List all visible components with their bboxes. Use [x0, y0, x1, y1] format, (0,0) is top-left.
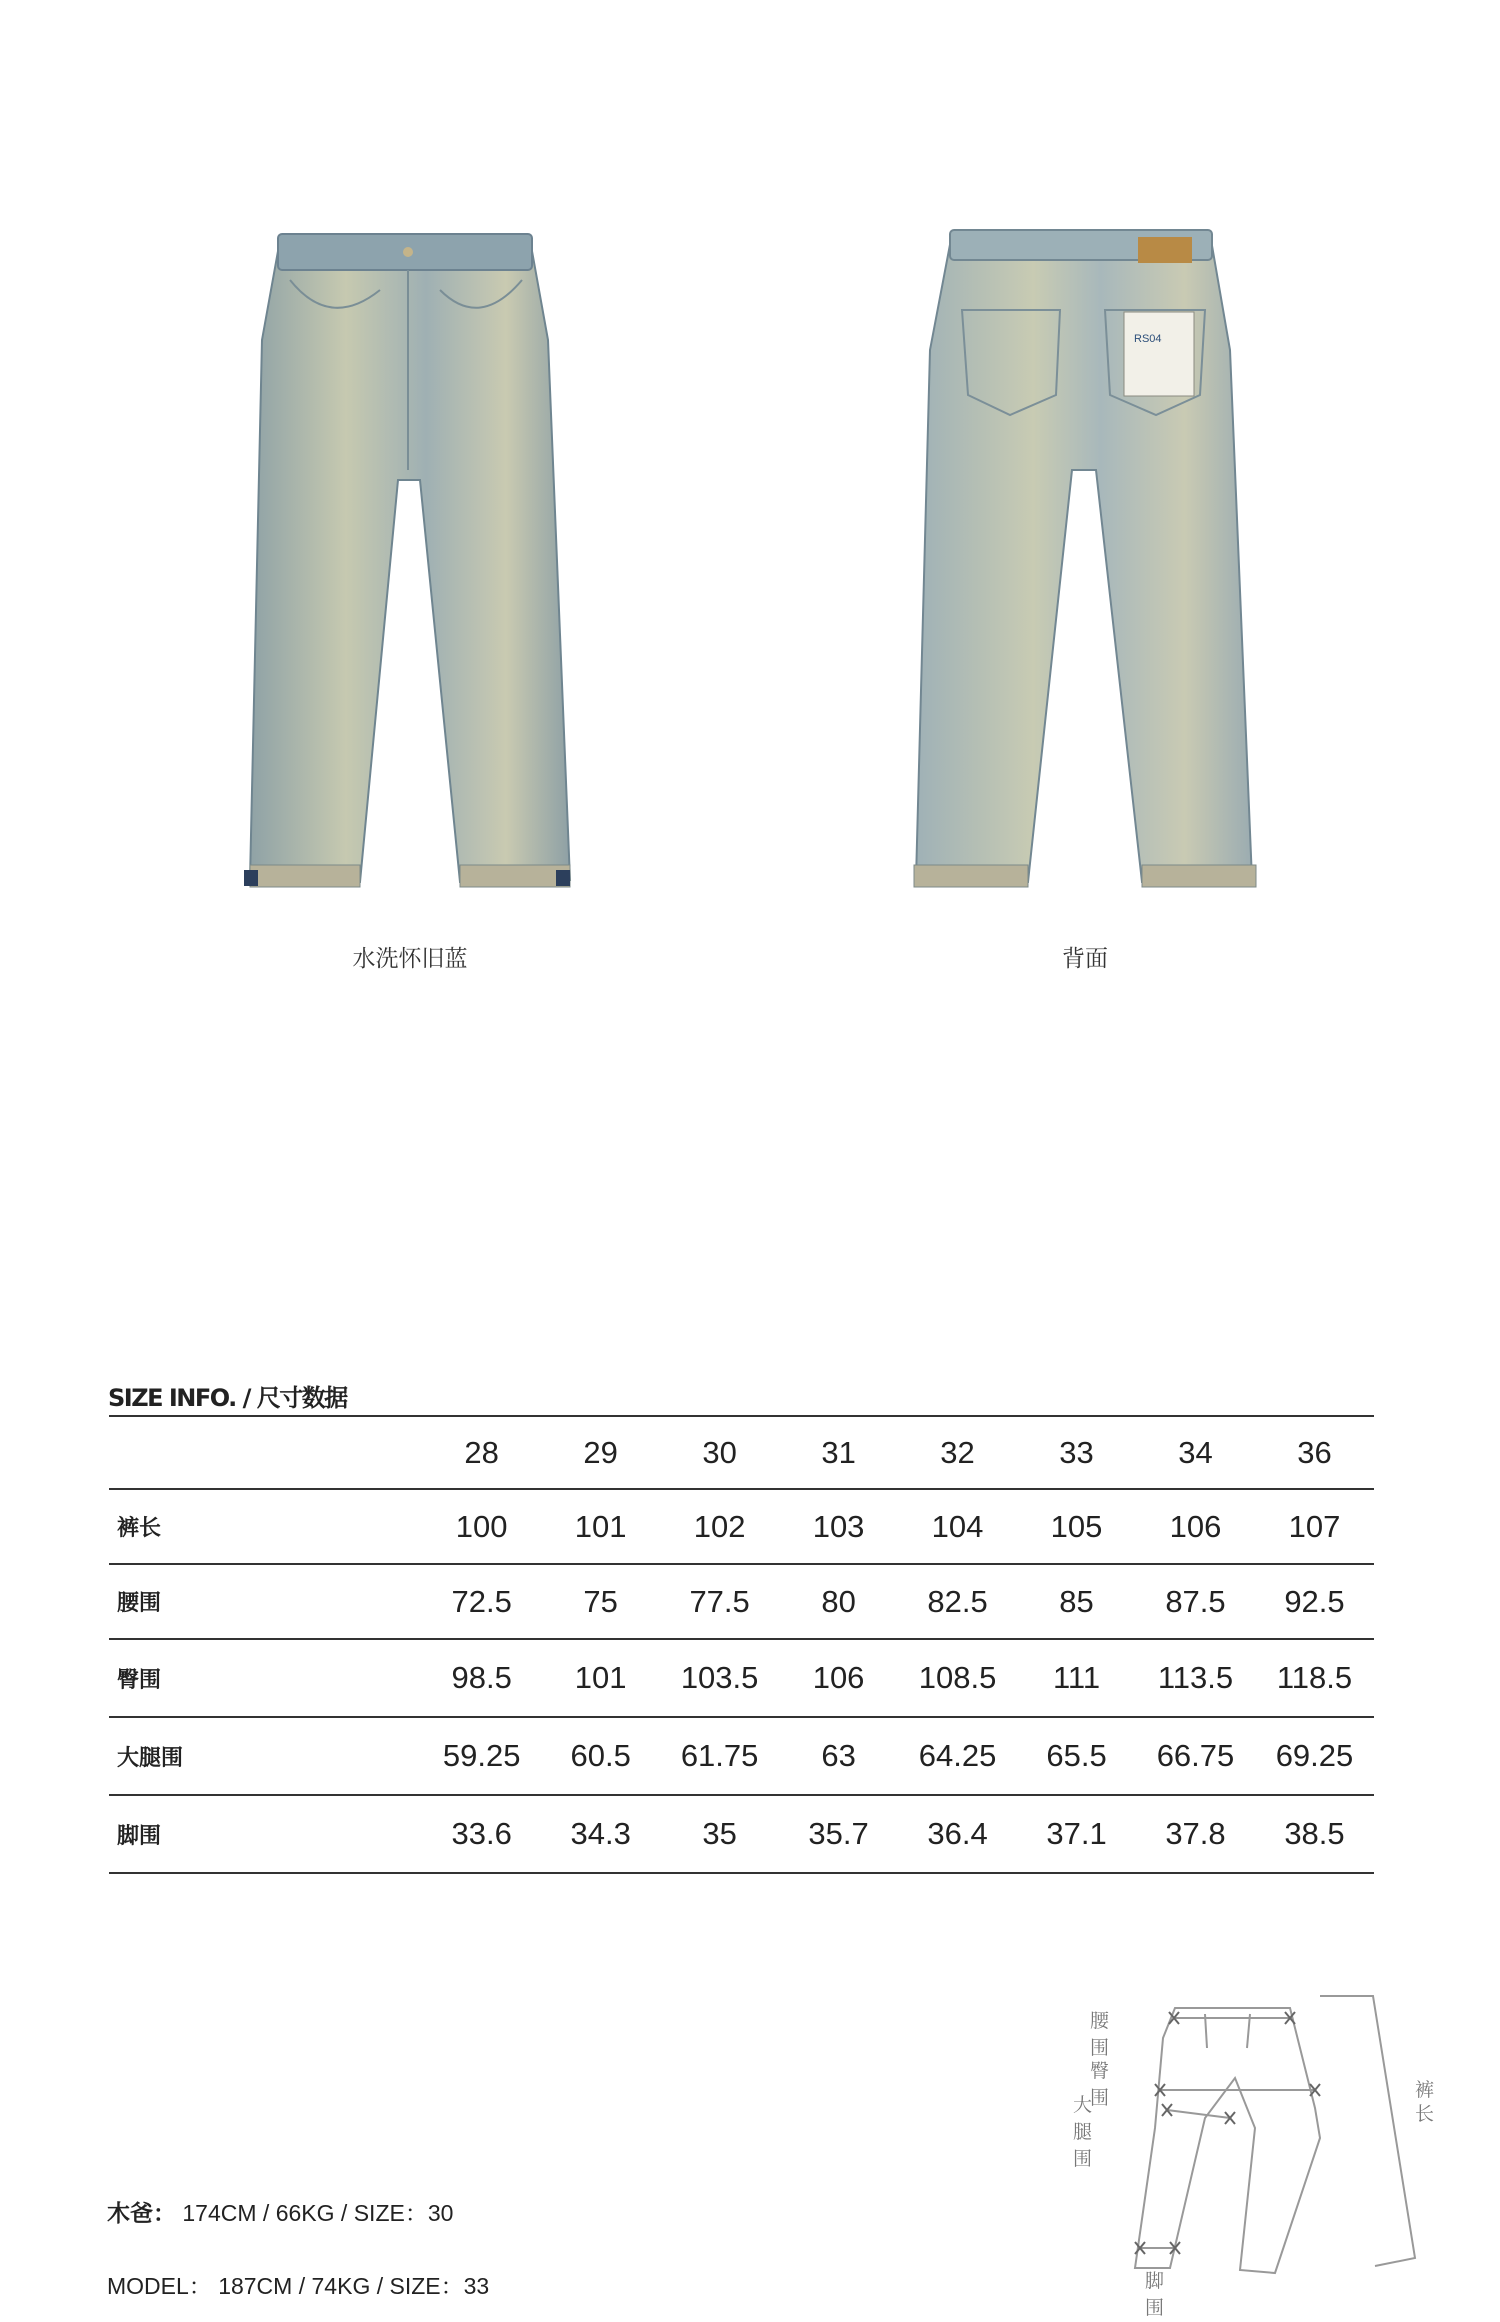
- table-cell: 82.5: [927, 1583, 988, 1619]
- table-cell: 103.5: [680, 1660, 759, 1695]
- size-info-title: SIZE INFO. / 尺寸数据: [108, 1384, 347, 1412]
- table-row: [109, 1489, 1374, 1564]
- table-row: [109, 1717, 1374, 1795]
- size-header: 31: [821, 1434, 856, 1470]
- diagram-label-waist: 腰围: [1090, 2010, 1110, 2059]
- diagram-label-length: 裤长: [1415, 2079, 1435, 2125]
- model-info-1: 木爸： 174CM / 66KG / SIZE：30: [107, 2200, 454, 2227]
- model-height: 187CM: [218, 2273, 293, 2299]
- size-header: 36: [1297, 1434, 1332, 1470]
- table-cell: 61.75: [680, 1738, 759, 1773]
- table-cell: 65.5: [1046, 1738, 1107, 1773]
- row-label: 裤长: [117, 1516, 162, 1541]
- back-caption: 背面: [1062, 946, 1108, 972]
- table-cell: 107: [1288, 1508, 1341, 1544]
- model-weight: 66KG: [275, 2200, 335, 2226]
- model-name: 木爸：: [107, 2201, 176, 2227]
- size-header-row: [109, 1416, 1374, 1489]
- table-cell: 72.5: [451, 1583, 512, 1619]
- jeans-front-photo: [230, 220, 590, 920]
- patch-label: RS04: [1134, 333, 1162, 345]
- size-header: 34: [1178, 1434, 1213, 1470]
- row-label: 腰围: [117, 1591, 162, 1616]
- model-name: MODEL：: [107, 2273, 212, 2299]
- table-cell: 75: [583, 1583, 618, 1619]
- table-cell: 77.5: [689, 1583, 750, 1619]
- table-cell: 34.3: [570, 1816, 631, 1851]
- table-cell: 36.4: [927, 1816, 988, 1851]
- table-cell: 100: [455, 1508, 508, 1544]
- model-size: 33: [463, 2273, 490, 2299]
- model-size-label: SIZE: [353, 2200, 405, 2226]
- table-cell: 101: [574, 1660, 627, 1695]
- table-row: [109, 1639, 1374, 1717]
- table-cell: 38.5: [1284, 1816, 1345, 1851]
- model-size: 30: [427, 2200, 454, 2226]
- size-header: 30: [702, 1434, 737, 1470]
- model-info-2: MODEL： 187CM / 74KG / SIZE：33: [107, 2273, 490, 2299]
- table-cell: 37.8: [1165, 1816, 1226, 1851]
- table-cell: 104: [931, 1508, 984, 1544]
- table-cell: 101: [574, 1508, 627, 1544]
- front-caption: 水洗怀旧蓝: [352, 946, 468, 972]
- table-cell: 103: [812, 1508, 865, 1544]
- table-cell: 69.25: [1275, 1738, 1354, 1773]
- table-cell: 80: [821, 1583, 856, 1619]
- row-label: 脚围: [117, 1823, 162, 1849]
- table-cell: 60.5: [570, 1738, 631, 1773]
- size-header: 28: [464, 1434, 499, 1470]
- size-header: 33: [1059, 1434, 1094, 1470]
- table-cell: 106: [812, 1660, 865, 1695]
- table-cell: 33.6: [451, 1816, 512, 1851]
- model-height: 174CM: [182, 2200, 257, 2226]
- table-cell: 37.1: [1046, 1816, 1107, 1851]
- size-header: 32: [940, 1434, 975, 1470]
- table-cell: 98.5: [451, 1660, 512, 1695]
- table-row: [109, 1795, 1374, 1873]
- table-cell: 59.25: [442, 1738, 521, 1773]
- table-cell: 35.7: [808, 1816, 869, 1851]
- table-cell: 105: [1050, 1508, 1103, 1544]
- row-label: 大腿围: [117, 1745, 184, 1771]
- table-cell: 111: [1052, 1660, 1101, 1695]
- diagram-label-hem: 脚围: [1145, 2270, 1165, 2319]
- table-cell: 102: [693, 1508, 746, 1544]
- table-cell: 85: [1059, 1583, 1094, 1619]
- pants-outline-icon: [1055, 1978, 1455, 2288]
- size-table: [109, 1415, 1374, 1874]
- table-cell: 66.75: [1156, 1738, 1235, 1773]
- table-cell: 106: [1169, 1508, 1222, 1544]
- table-cell: 64.25: [918, 1738, 997, 1773]
- jeans-back-photo: [900, 220, 1270, 920]
- table-cell: 87.5: [1165, 1583, 1226, 1619]
- table-cell: 63: [821, 1738, 856, 1773]
- diagram-label-hip: 臀围: [1090, 2060, 1110, 2109]
- row-label: 臀围: [117, 1667, 162, 1693]
- table-cell: 92.5: [1284, 1583, 1345, 1619]
- model-weight: 74KG: [311, 2273, 371, 2299]
- table-row: [109, 1564, 1374, 1639]
- size-header: 29: [583, 1434, 618, 1470]
- model-size-label: SIZE: [389, 2273, 441, 2299]
- table-cell: 113.5: [1157, 1660, 1234, 1695]
- table-cell: 108.5: [918, 1660, 997, 1695]
- table-cell: 35: [702, 1816, 737, 1851]
- diagram-label-thigh: 大腿围: [1073, 2094, 1093, 2170]
- table-cell: 118.5: [1276, 1660, 1353, 1695]
